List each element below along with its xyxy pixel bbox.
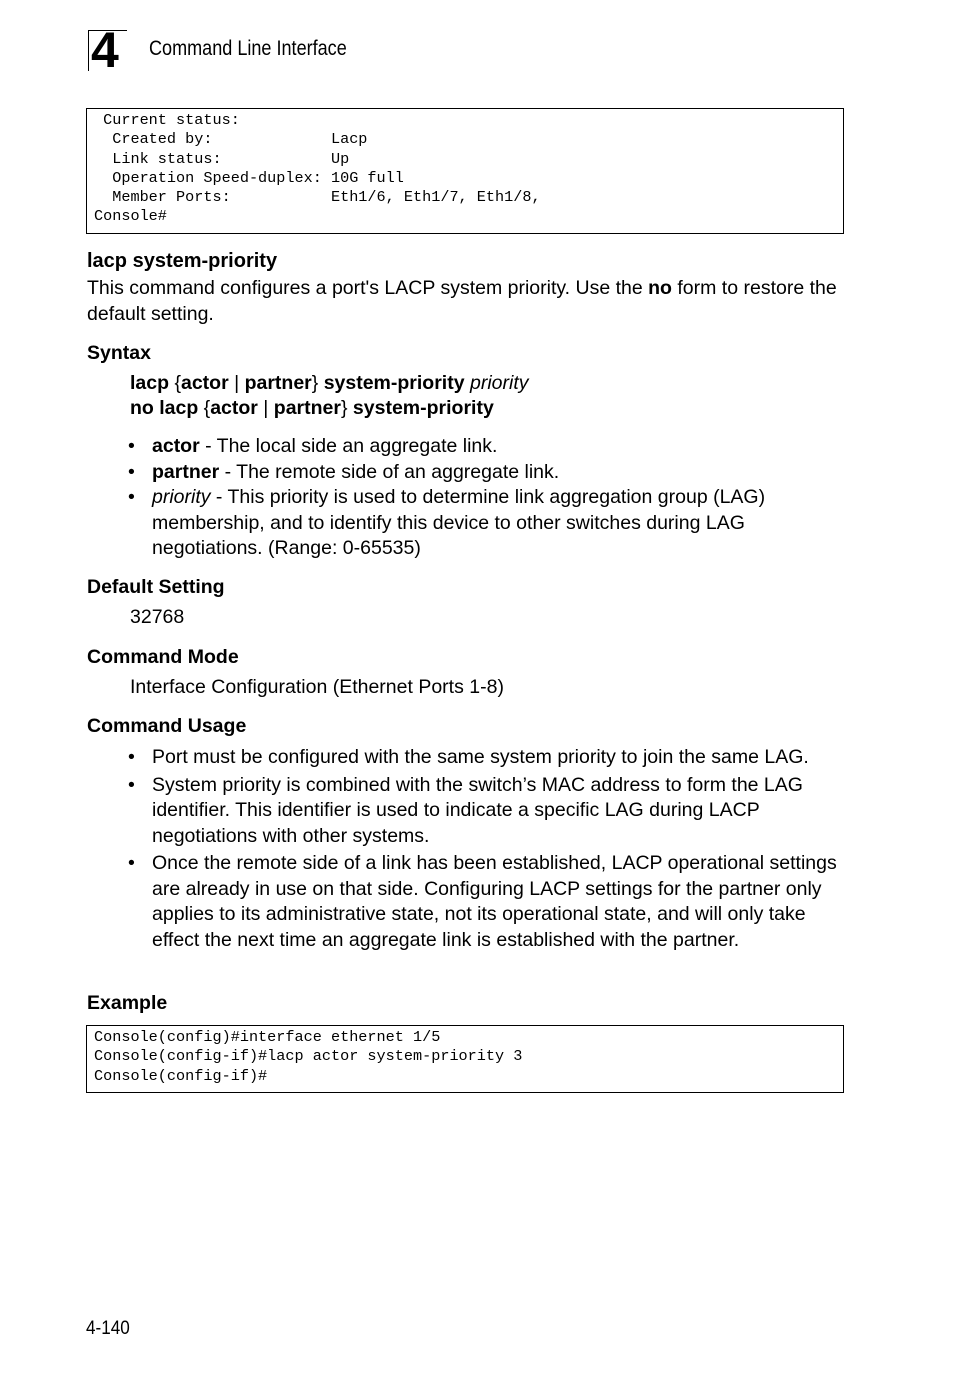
code-line: Member Ports: Eth1/6, Eth1/7, Eth1/8, (94, 188, 541, 207)
param-text: - The local side an aggregate link. (199, 435, 498, 457)
code-line: Created by: Lacp (94, 130, 368, 149)
command-usage-list (128, 745, 848, 953)
command-mode-heading: Command Mode (87, 646, 239, 668)
param-text: - The remote side of an aggregate link. (219, 460, 560, 483)
syntax-pipe: | (228, 372, 245, 394)
chapter-number-box (88, 22, 127, 78)
syntax-keyword: system-priority (323, 372, 465, 394)
description-text: This command configures a port's LACP system priority. Use the (87, 277, 649, 299)
syntax-keyword: actor (210, 397, 258, 419)
list-item: • priority - This priority is used to determine link aggregation group (LAG) membership, and to identify this device to other switches during LAG negotiations. (Range: 0-65535) (128, 486, 766, 559)
code-line: Console(config-if)#lacp actor system-priority 3 (94, 1047, 523, 1066)
syntax-keyword: no lacp (130, 397, 199, 419)
syntax-brace: { (169, 372, 181, 394)
command-mode-value: Interface Configuration (Ethernet Ports 1-8) (130, 676, 504, 698)
usage-text: Once the remote side of a link has been established, LACP operational settings are already in use on that side. Configuring LACP settings for the partner only applies to its administrative state, not its operational state, and will only take effect the next time an aggregate link is established with the partner. (152, 852, 837, 951)
description-bold: no (648, 277, 672, 299)
syntax-keyword: partner (273, 397, 341, 419)
example-heading: Example (87, 992, 168, 1014)
command-usage-heading: Command Usage (87, 715, 247, 737)
syntax-parameter: priority (470, 372, 529, 394)
code-block-example (86, 1025, 844, 1093)
code-line: Operation Speed-duplex: 10G full (94, 168, 404, 187)
page-number: 4-140 (86, 1318, 130, 1339)
syntax-brace: { (198, 397, 211, 419)
list-item: • Port must be configured with the same system priority to join the same LAG. (128, 746, 809, 768)
param-term: partner (152, 460, 220, 483)
chapter-number: 4 (91, 22, 118, 78)
syntax-brace: } (340, 397, 353, 419)
list-item: • partner - The remote side of an aggregate link. (128, 460, 560, 483)
syntax-line-1 (130, 371, 529, 396)
syntax-keyword: actor (180, 372, 229, 394)
default-setting-value: 32768 (130, 606, 185, 628)
code-line: Console# (94, 207, 167, 226)
default-setting-heading: Default Setting (87, 576, 225, 598)
syntax-pipe: | (257, 397, 274, 419)
param-term: priority (152, 486, 211, 508)
param-term: actor (152, 435, 200, 457)
syntax-parameter-list (128, 434, 848, 562)
syntax-heading: Syntax (87, 342, 151, 364)
code-line: Link status: Up (94, 149, 350, 168)
syntax-keyword: system-priority (352, 397, 494, 419)
code-line: Console(config)#interface ethernet 1/5 (94, 1028, 441, 1046)
code-line: Current status: (94, 111, 240, 129)
list-item: • actor - The local side an aggregate link. (128, 435, 498, 457)
chapter-title: Command Line Interface (149, 37, 347, 60)
list-item: • System priority is combined with the switch’s MAC address to form the LAG identifier. This identifier is used to indicate a specific LAG during LACP negotiations with other systems. (128, 773, 803, 847)
description-text: form to restore the default setting. (87, 277, 837, 325)
syntax-keyword: lacp (130, 372, 170, 394)
param-text: - This priority is used to determine link aggregation group (LAG) membership, and to identify this device to other switches during LAG negotiations. (Range: 0-65535) (152, 486, 766, 559)
syntax-brace: } (311, 372, 324, 394)
syntax-keyword: partner (244, 372, 312, 394)
command-description (87, 276, 847, 327)
list-item: • Once the remote side of a link has been established, LACP operational settings are already in use on that side. Configuring LACP settings for the partner only applies to its administrative state, not its operational state, and will only take effect the next time an aggregate link is established with the partner. (128, 852, 837, 951)
syntax-line-2 (130, 396, 494, 421)
usage-text: Port must be configured with the same system priority to join the same LAG. (152, 746, 809, 768)
code-line: Console(config-if)# (94, 1066, 268, 1085)
code-block-status (86, 108, 844, 234)
command-title: lacp system-priority (87, 250, 278, 272)
usage-text: System priority is combined with the switch’s MAC address to form the LAG identifier. This identifier is used to indicate a specific LAG during LACP negotiations with other systems. (152, 773, 803, 847)
